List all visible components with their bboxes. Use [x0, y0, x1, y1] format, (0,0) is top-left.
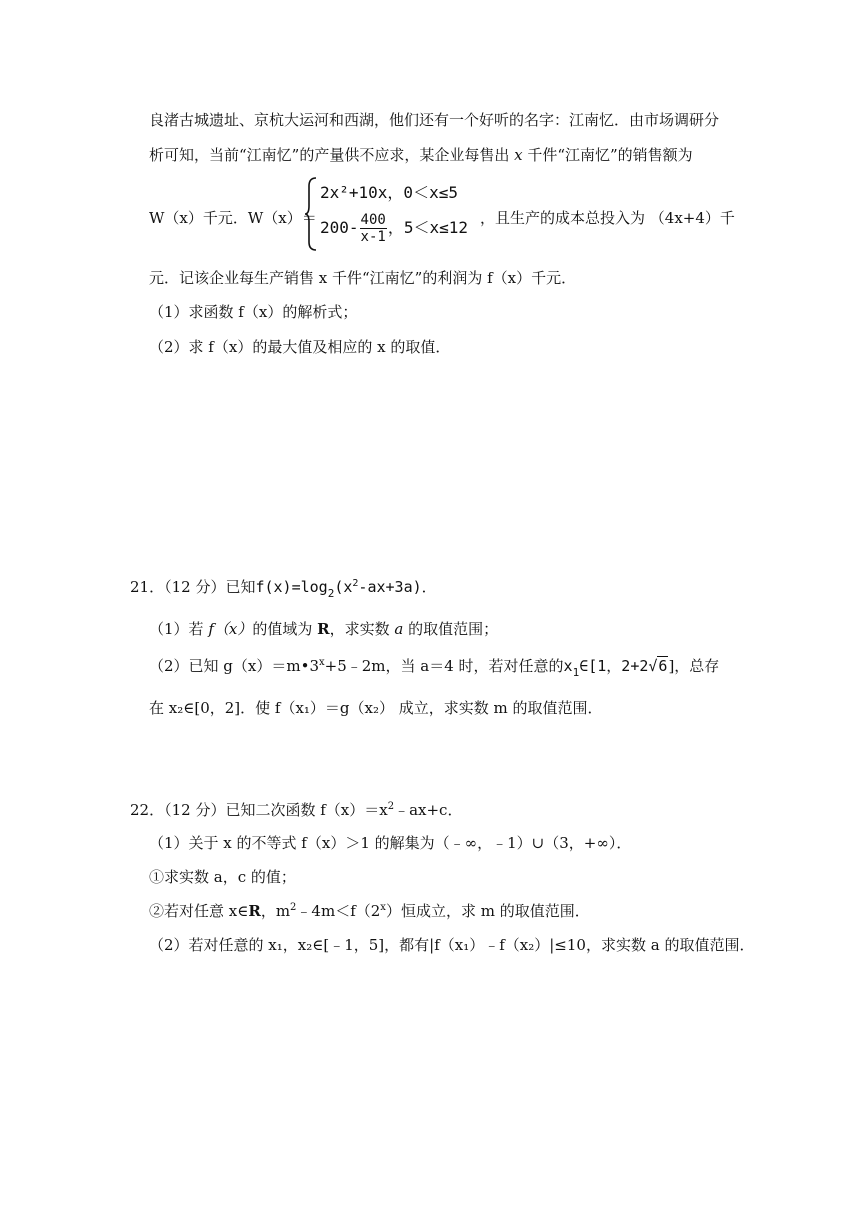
problem-21-q2-line-2: 在 x₂∈[0，2]．使 f（x₁）＝g（x₂） 成立，求实数 m 的取值范围．	[149, 699, 603, 717]
q2-x1-sub: 1	[572, 666, 580, 679]
formula-exponent: 2	[352, 578, 359, 589]
q1-ii-exp-2: x	[380, 902, 386, 913]
q2-interval-open: ∈[1，2+2	[579, 657, 649, 675]
intro-line-4: 元．记该企业每生产销售 x 千件“江南忆”的利润为 f（x）千元．	[149, 269, 577, 287]
intro-line-2	[149, 145, 693, 165]
formula-dot: ．	[421, 578, 437, 596]
q1-ii-a: ②若对任意 x∈	[149, 902, 249, 920]
intro-var-x: x	[514, 146, 523, 164]
q1-part-c: ，求实数	[329, 620, 395, 638]
w-definition-lead: W（x）千元．W（x）＝	[149, 209, 317, 227]
formula-rest: -ax+3a)	[358, 578, 422, 596]
q2-part-b: +5﹣2m，当 a＝4 时，若对任意的	[324, 657, 564, 675]
problem-22-head-b: ﹣ax+c．	[394, 801, 463, 819]
problem-21-head: （12 分）已知	[164, 578, 256, 596]
q2-interval-close: ]，总存	[668, 657, 720, 675]
problem-21-q1	[149, 619, 498, 639]
problem-20-q2: （2）求 f（x）的最大值及相应的 x 的取值．	[149, 338, 451, 356]
q1-part-a: （1）若	[149, 620, 209, 638]
q2-part-a: （2）已知 g（x）＝m•3	[149, 657, 319, 675]
sqrt-symbol: √	[648, 657, 658, 675]
sqrt-radicand: 6	[658, 657, 668, 675]
piecewise-case-1: 2x²+10x，0＜x≤5	[320, 183, 458, 202]
fraction-denominator: x-1	[360, 229, 386, 245]
problem-22-number: 22．	[130, 801, 165, 819]
problem-22-q1-ii	[149, 901, 590, 921]
q1-ii-b: ，m	[260, 902, 291, 920]
formula-log-base: 2	[327, 587, 335, 600]
intro-line-1: 良渚古城遗址、京杭大运河和西湖，他们还有一个好听的名字：江南忆．由市场调研分	[149, 111, 720, 129]
q1-fx: f（x）	[208, 620, 253, 638]
problem-22-q1-i: ①求实数 a，c 的值；	[149, 868, 296, 886]
piecewise-brace	[304, 176, 318, 252]
q1-part-b: 的值域为	[252, 620, 318, 638]
q1-ii-d: ）恒成立，求 m 的取值范围．	[385, 902, 590, 920]
problem-21-header	[130, 577, 437, 600]
fraction-numerator: 400	[360, 212, 386, 228]
formula-paren: (x	[334, 578, 353, 596]
problem-21-formula	[255, 578, 422, 600]
q2-exponent: x	[319, 657, 325, 668]
problem-22-q1: （1）关于 x 的不等式 f（x）＞1 的解集为（﹣∞，﹣1）∪（3，+∞）．	[149, 834, 632, 852]
case-2-fraction	[360, 212, 387, 245]
problem-22-q2: （2）若对任意的 x₁，x₂∈[﹣1，5]，都有|f（x₁）﹣f（x₂）|≤10，求实数 a 的取值范围．	[149, 936, 755, 954]
q1-ii-exp-1: 2	[290, 902, 297, 913]
q2-interval	[563, 657, 669, 679]
problem-21-number: 21．	[130, 578, 165, 596]
q1-var-a: a	[394, 620, 404, 638]
problem-22-header	[130, 800, 462, 820]
piecewise-case-2	[320, 212, 468, 245]
q1-ii-real-set: R	[248, 902, 261, 920]
problem-21-q2	[149, 656, 720, 679]
q1-part-d: 的取值范围；	[403, 620, 499, 638]
q2-x1: x	[563, 657, 573, 675]
q1-ii-c: ﹣4m＜f（2	[296, 902, 381, 920]
problem-22-exponent: 2	[387, 801, 395, 812]
case-2-suffix: ，5＜x≤12	[387, 218, 468, 237]
formula-log: f(x)=log	[255, 578, 328, 596]
problem-20-q1: （1）求函数 f（x）的解析式；	[149, 303, 358, 321]
problem-22-head-a: （12 分）已知二次函数 f（x）＝x	[164, 801, 388, 819]
w-definition-tail: ，且生产的成本总投入为 （4x+4）千	[480, 209, 735, 227]
intro-line-2-a: 析可知，当前“江南忆”的产量供不应求，某企业每售出	[149, 146, 515, 164]
case-2-prefix: 200-	[320, 218, 359, 237]
q1-real-set: R	[317, 620, 330, 638]
intro-line-2-b: 千件“江南忆”的销售额为	[522, 146, 693, 164]
